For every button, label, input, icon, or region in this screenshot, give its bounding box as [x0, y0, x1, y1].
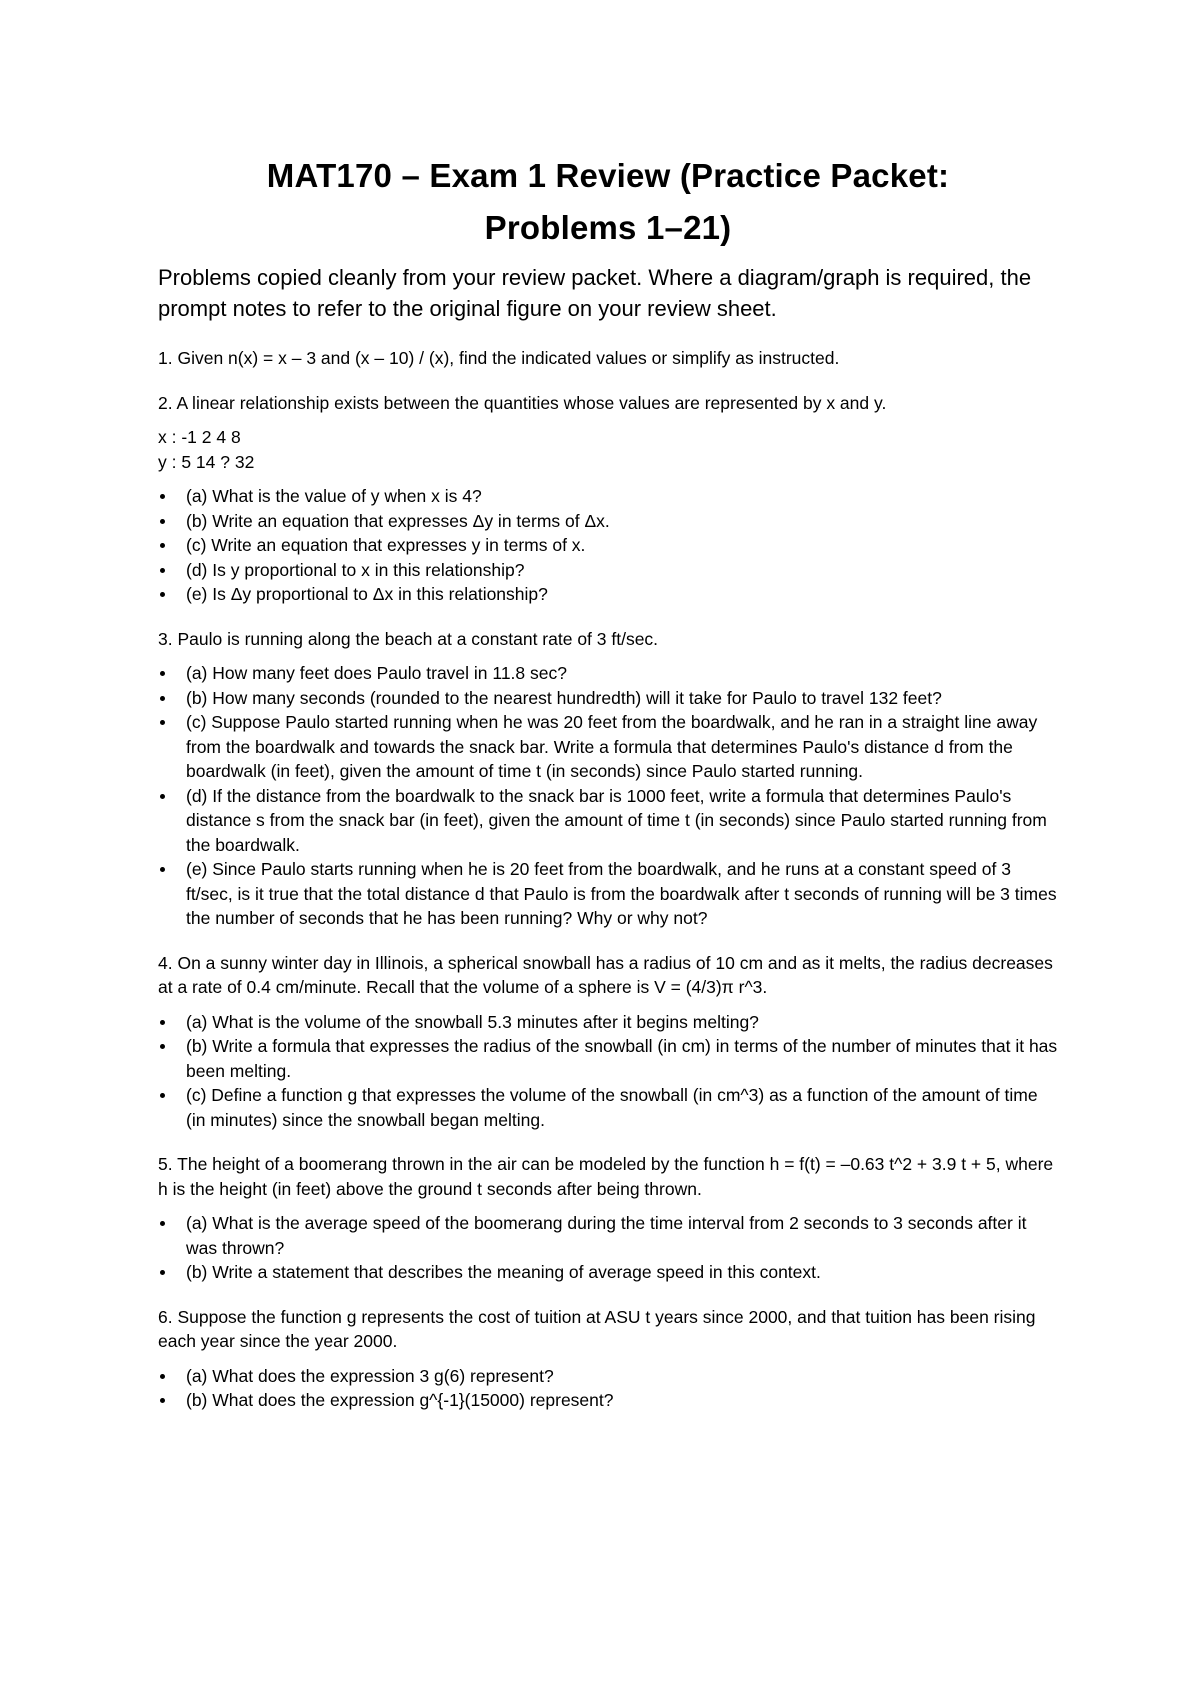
problem-5 — [158, 1152, 1058, 1285]
problem-4-parts — [158, 1010, 1058, 1133]
xy-table-x-row: x : -1 2 4 8 — [158, 427, 241, 447]
page-title-line-2: Problems 1–21) — [484, 209, 732, 246]
problem-3-part-c: (c) Suppose Paulo started running when he was 20 feet from the boardwalk, and he ran in a straight line away from the boardwalk and towards the snack bar. Write a formula that determines Paulo's distance d from the boardwalk (in feet), given the amount of time t (in seconds) since Paulo started running. — [158, 710, 1058, 784]
document-content — [158, 150, 1058, 1433]
problem-5-stem: 5. The height of a boomerang thrown in the air can be modeled by the function h = f(t) = –0.63 t^2 + 3.9 t + 5, where h is the height (in feet) above the ground t seconds after being thrown. — [158, 1154, 1054, 1199]
problem-3-parts — [158, 661, 1058, 931]
problem-5-parts — [158, 1211, 1058, 1285]
problem-1-stem: 1. Given n(x) = x – 3 and (x – 10) / (x), find the indicated values or simplify as instructed. — [158, 348, 840, 368]
problem-4-part-b: (b) Write a formula that expresses the radius of the snowball (in cm) in terms of the number of minutes that it has been melting. — [158, 1034, 1058, 1083]
problem-2 — [158, 391, 1058, 607]
problem-3-part-b: (b) How many seconds (rounded to the nearest hundredth) will it take for Paulo to travel 132 feet? — [158, 686, 1058, 711]
problem-4-stem: 4. On a sunny winter day in Illinois, a spherical snowball has a radius of 10 cm and as it melts, the radius decreases at a rate of 0.4 cm/minute. Recall that the volume of a sphere is V = (4/3)π r^3. — [158, 952, 1053, 997]
problem-1 — [158, 346, 1058, 371]
problem-2-stem: 2. A linear relationship exists between the quantities whose values are represented by x and y. — [158, 392, 887, 413]
xy-table-y-row: y : 5 14 ? 32 — [158, 451, 255, 472]
problem-4 — [158, 951, 1058, 1133]
page-title — [158, 150, 1058, 254]
page-subtitle: Problems copied cleanly from your review packet. Where a diagram/graph is required, the prompt notes to refer to the original figure on your review sheet. — [158, 265, 1032, 321]
problem-6-parts — [158, 1364, 1058, 1413]
problem-2-part-e: (e) Is Δy proportional to Δx in this relationship? — [158, 582, 1058, 607]
problem-4-part-c: (c) Define a function g that expresses the volume of the snowball (in cm^3) as a function of the amount of time (in minutes) since the snowball began melting. — [158, 1083, 1058, 1132]
page-title-line-1: MAT170 – Exam 1 Review (Practice Packet: — [266, 157, 950, 194]
problem-2-part-b: (b) Write an equation that expresses Δy in terms of Δx. — [158, 509, 1058, 534]
problem-2-part-c: (c) Write an equation that expresses y in terms of x. — [158, 533, 1058, 558]
problem-4-part-a: (a) What is the volume of the snowball 5.3 minutes after it begins melting? — [158, 1010, 1058, 1035]
problem-6-part-a: (a) What does the expression 3 g(6) represent? — [158, 1364, 1058, 1389]
problem-2-part-a: (a) What is the value of y when x is 4? — [158, 484, 1058, 509]
problem-2-parts — [158, 484, 1058, 607]
problem-5-part-a: (a) What is the average speed of the boomerang during the time interval from 2 seconds to 3 seconds after it was thrown? — [158, 1211, 1058, 1260]
problem-6-stem: 6. Suppose the function g represents the cost of tuition at ASU t years since 2000, and that tuition has been rising each year since the year 2000. — [158, 1306, 1036, 1351]
problem-3-stem: 3. Paulo is running along the beach at a constant rate of 3 ft/sec. — [158, 628, 659, 649]
problem-5-part-b: (b) Write a statement that describes the meaning of average speed in this context. — [158, 1260, 1058, 1285]
problem-3 — [158, 627, 1058, 931]
xy-value-table — [158, 425, 1058, 474]
problem-3-part-a: (a) How many feet does Paulo travel in 11.8 sec? — [158, 661, 1058, 686]
problem-6-part-b: (b) What does the expression g^{-1}(15000) represent? — [158, 1388, 1058, 1413]
problem-2-part-d: (d) Is y proportional to x in this relationship? — [158, 558, 1058, 583]
problem-3-part-e: (e) Since Paulo starts running when he is 20 feet from the boardwalk, and he runs at a constant speed of 3 ft/sec, is it true that the total distance d that Paulo is from the boardwalk after t seconds of running will be 3 times the number of seconds that he has been running? Why or why not? — [158, 857, 1058, 931]
problem-6 — [158, 1305, 1058, 1413]
problem-3-part-d: (d) If the distance from the boardwalk to the snack bar is 1000 feet, write a formula that determines Paulo's distance s from the snack bar (in feet), given the amount of time t (in seconds) since Paulo started running from the boardwalk. — [158, 784, 1058, 858]
